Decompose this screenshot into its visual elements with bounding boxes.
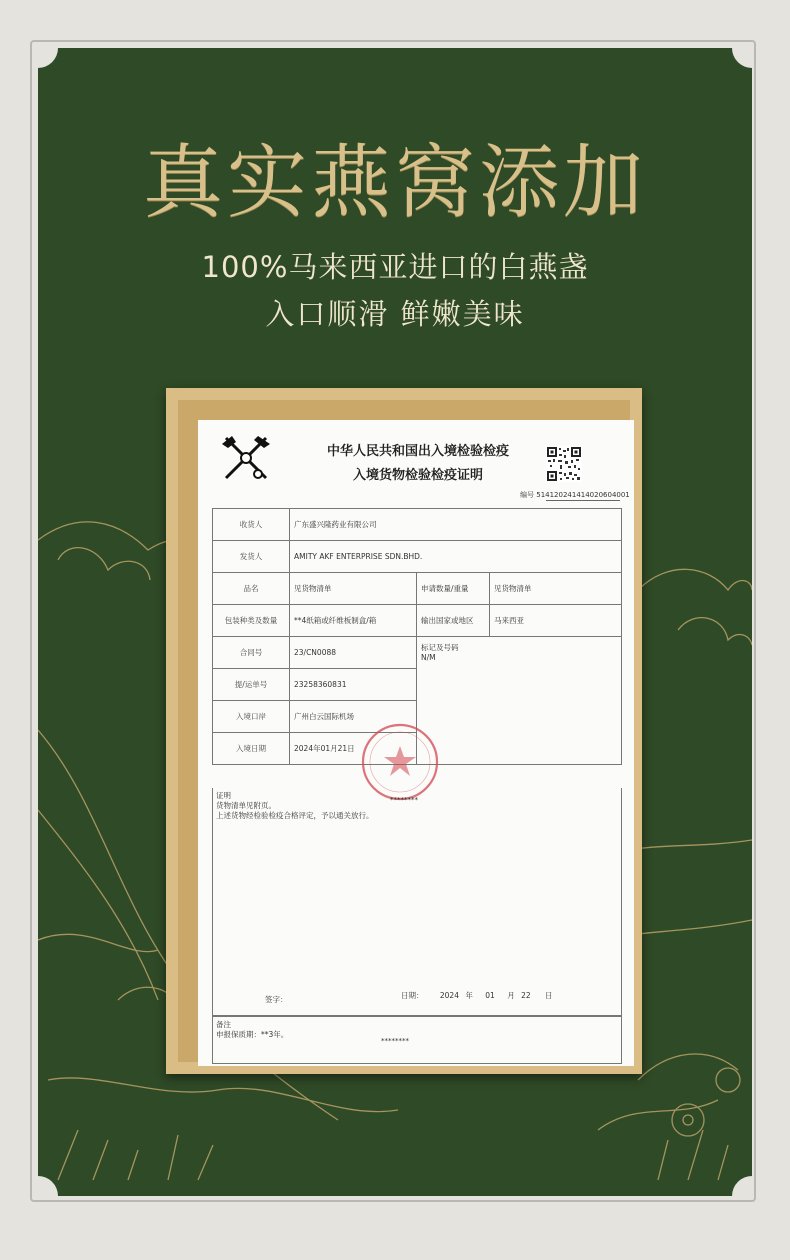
remarks-label: 备注: [216, 1020, 231, 1029]
consignor-value: AMITY AKF ENTERPRISE SDN.BHD.: [290, 541, 622, 573]
month-char: 月: [507, 991, 515, 1000]
table-row: [213, 573, 622, 605]
sign-date: [401, 990, 553, 1001]
table-row: [213, 509, 622, 541]
marks-label: 标记及号码: [421, 643, 459, 652]
marks-value: N/M: [421, 653, 436, 662]
certificate-subtitle: 入境货物检验检疫证明: [352, 468, 483, 483]
packing-value: **4纸箱或纤维板制盒/箱: [290, 605, 417, 637]
contract-value: 23/CN0088: [290, 637, 417, 669]
certificate-title: 中华人民共和国出入境检验检疫: [326, 444, 509, 459]
customs-emblem-icon: [218, 430, 274, 486]
day-char: 日: [545, 991, 553, 1000]
table-row: [213, 637, 622, 669]
remarks-line: 申报保质期：**3年。: [216, 1030, 289, 1039]
frame-inner: [178, 400, 630, 1062]
sign-day: 22: [521, 991, 531, 1000]
origin-value: 马来西亚: [490, 605, 622, 637]
corner-notch: [18, 28, 58, 68]
port-value: 广州白云国际机场: [290, 701, 417, 733]
picture-frame: [166, 388, 642, 1074]
packing-label: 包装种类及数量: [213, 605, 290, 637]
entry-date-label: 入境日期: [213, 733, 290, 765]
headline: 真实燕窝添加: [143, 136, 647, 229]
proof-line-1: 货物清单见附页。: [216, 801, 276, 810]
signature-label: 签字：: [265, 995, 288, 1004]
entry-date-value: 2024年01月21日: [290, 733, 417, 765]
waybill-label: 提/运单号: [213, 669, 290, 701]
certificate: [198, 420, 634, 1066]
quantity-value: 见货物清单: [490, 573, 622, 605]
table-row: [213, 605, 622, 637]
port-label: 入境口岸: [213, 701, 290, 733]
marks-cell: [417, 637, 622, 765]
consignor-label: 发货人: [213, 541, 290, 573]
quantity-label: 申请数量/重量: [417, 573, 490, 605]
waybill-value: 23258360831: [290, 669, 417, 701]
contract-label: 合同号: [213, 637, 290, 669]
stamp-stars: ********: [390, 796, 418, 804]
remarks-section: [212, 1016, 622, 1064]
sign-month: 01: [485, 991, 495, 1000]
certificate-number-label: 编号: [520, 491, 534, 499]
subtitle-line-1: 100%马来西亚进口的白燕盏: [201, 250, 589, 284]
product-label: 品名: [213, 573, 290, 605]
qr-code-icon: [546, 446, 582, 482]
number-underline: [546, 500, 620, 501]
proof-line-2: 上述货物经检验检疫合格评定，予以通关放行。: [216, 811, 374, 820]
proof-section: [212, 788, 622, 1016]
consignee-value: 广东盛兴隆药业有限公司: [290, 509, 622, 541]
proof-label: 证明: [216, 791, 231, 800]
product-value: 见货物清单: [290, 573, 417, 605]
sign-date-label: 日期：: [401, 991, 424, 1000]
footer-stars: ********: [381, 1037, 409, 1045]
table-row: [213, 541, 622, 573]
subtitle-line-2: 入口顺滑 鲜嫩美味: [265, 297, 525, 331]
year-char: 年: [465, 991, 473, 1000]
certificate-number: [520, 490, 630, 500]
sign-year: 2024: [439, 991, 459, 1000]
consignee-label: 收货人: [213, 509, 290, 541]
official-seal-stamp: [360, 722, 440, 802]
corner-notch: [732, 28, 772, 68]
origin-label: 输出国家或地区: [417, 605, 490, 637]
certificate-number-value: 514120241414020604001: [536, 491, 630, 499]
